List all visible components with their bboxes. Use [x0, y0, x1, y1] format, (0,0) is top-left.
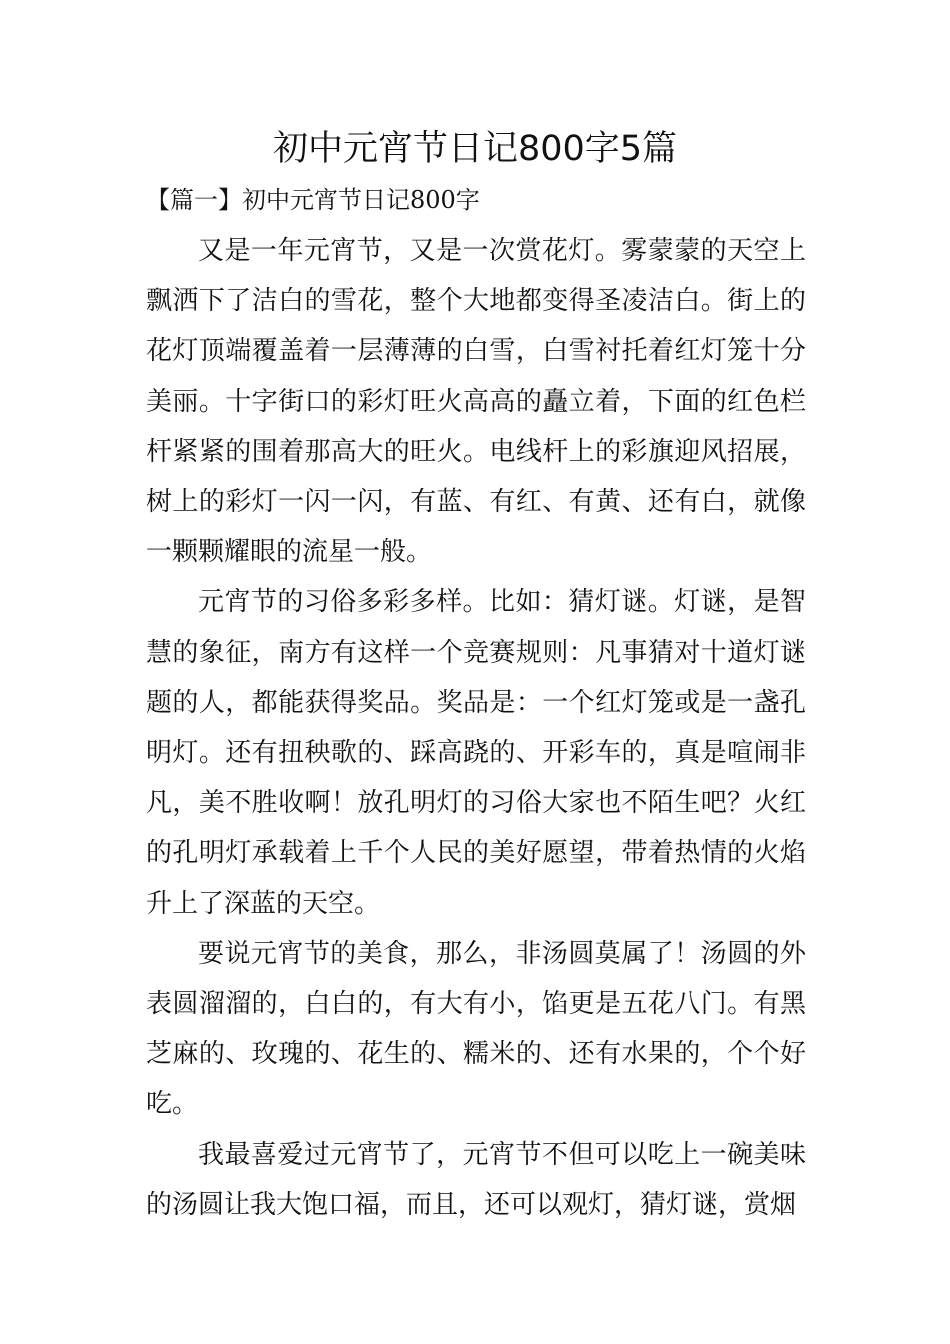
paragraph-3: 要说元宵节的美食，那么，非汤圆莫属了！汤圆的外表圆溜溜的，白白的，有大有小，馅更是五花八门。有黑芝麻的、玫瑰的、花生的、糯米的、还有水果的，个个好吃。 [146, 938, 806, 1120]
document-body [146, 226, 806, 1230]
section-heading: 【篇一】初中元宵节日记800字 [146, 186, 480, 214]
paragraph-4: 我最喜爱过元宵节了，元宵节不但可以吃上一碗美味的汤圆让我大饱口福，而且，还可以观灯，猜灯谜，赏烟 [146, 1139, 806, 1220]
paragraph-1: 又是一年元宵节，又是一次赏花灯。雾蒙蒙的天空上飘洒下了洁白的雪花，整个大地都变得圣凌洁白。街上的花灯顶端覆盖着一层薄薄的白雪，白雪衬托着红灯笼十分美丽。十字街口的彩灯旺火高高的矗立着，下面的红色栏杆紧紧的围着那高大的旺火。电线杆上的彩旗迎风招展，树上的彩灯一闪一闪，有蓝、有红、有黄、还有白，就像一颗颗耀眼的流星一般。 [146, 236, 806, 568]
paragraph-2: 元宵节的习俗多彩多样。比如：猜灯谜。灯谜，是智慧的象征，南方有这样一个竞赛规则：凡事猜对十道灯谜题的人，都能获得奖品。奖品是：一个红灯笼或是一盏孔明灯。还有扭秧歌的、踩高跷的、开彩车的，真是喧闹非凡，美不胜收啊！放孔明灯的习俗大家也不陌生吧？火红的孔明灯承载着上千个人民的美好愿望，带着热情的火焰升上了深蓝的天空。 [146, 587, 806, 919]
document-title: 初中元宵节日记800字5篇 [272, 129, 678, 169]
